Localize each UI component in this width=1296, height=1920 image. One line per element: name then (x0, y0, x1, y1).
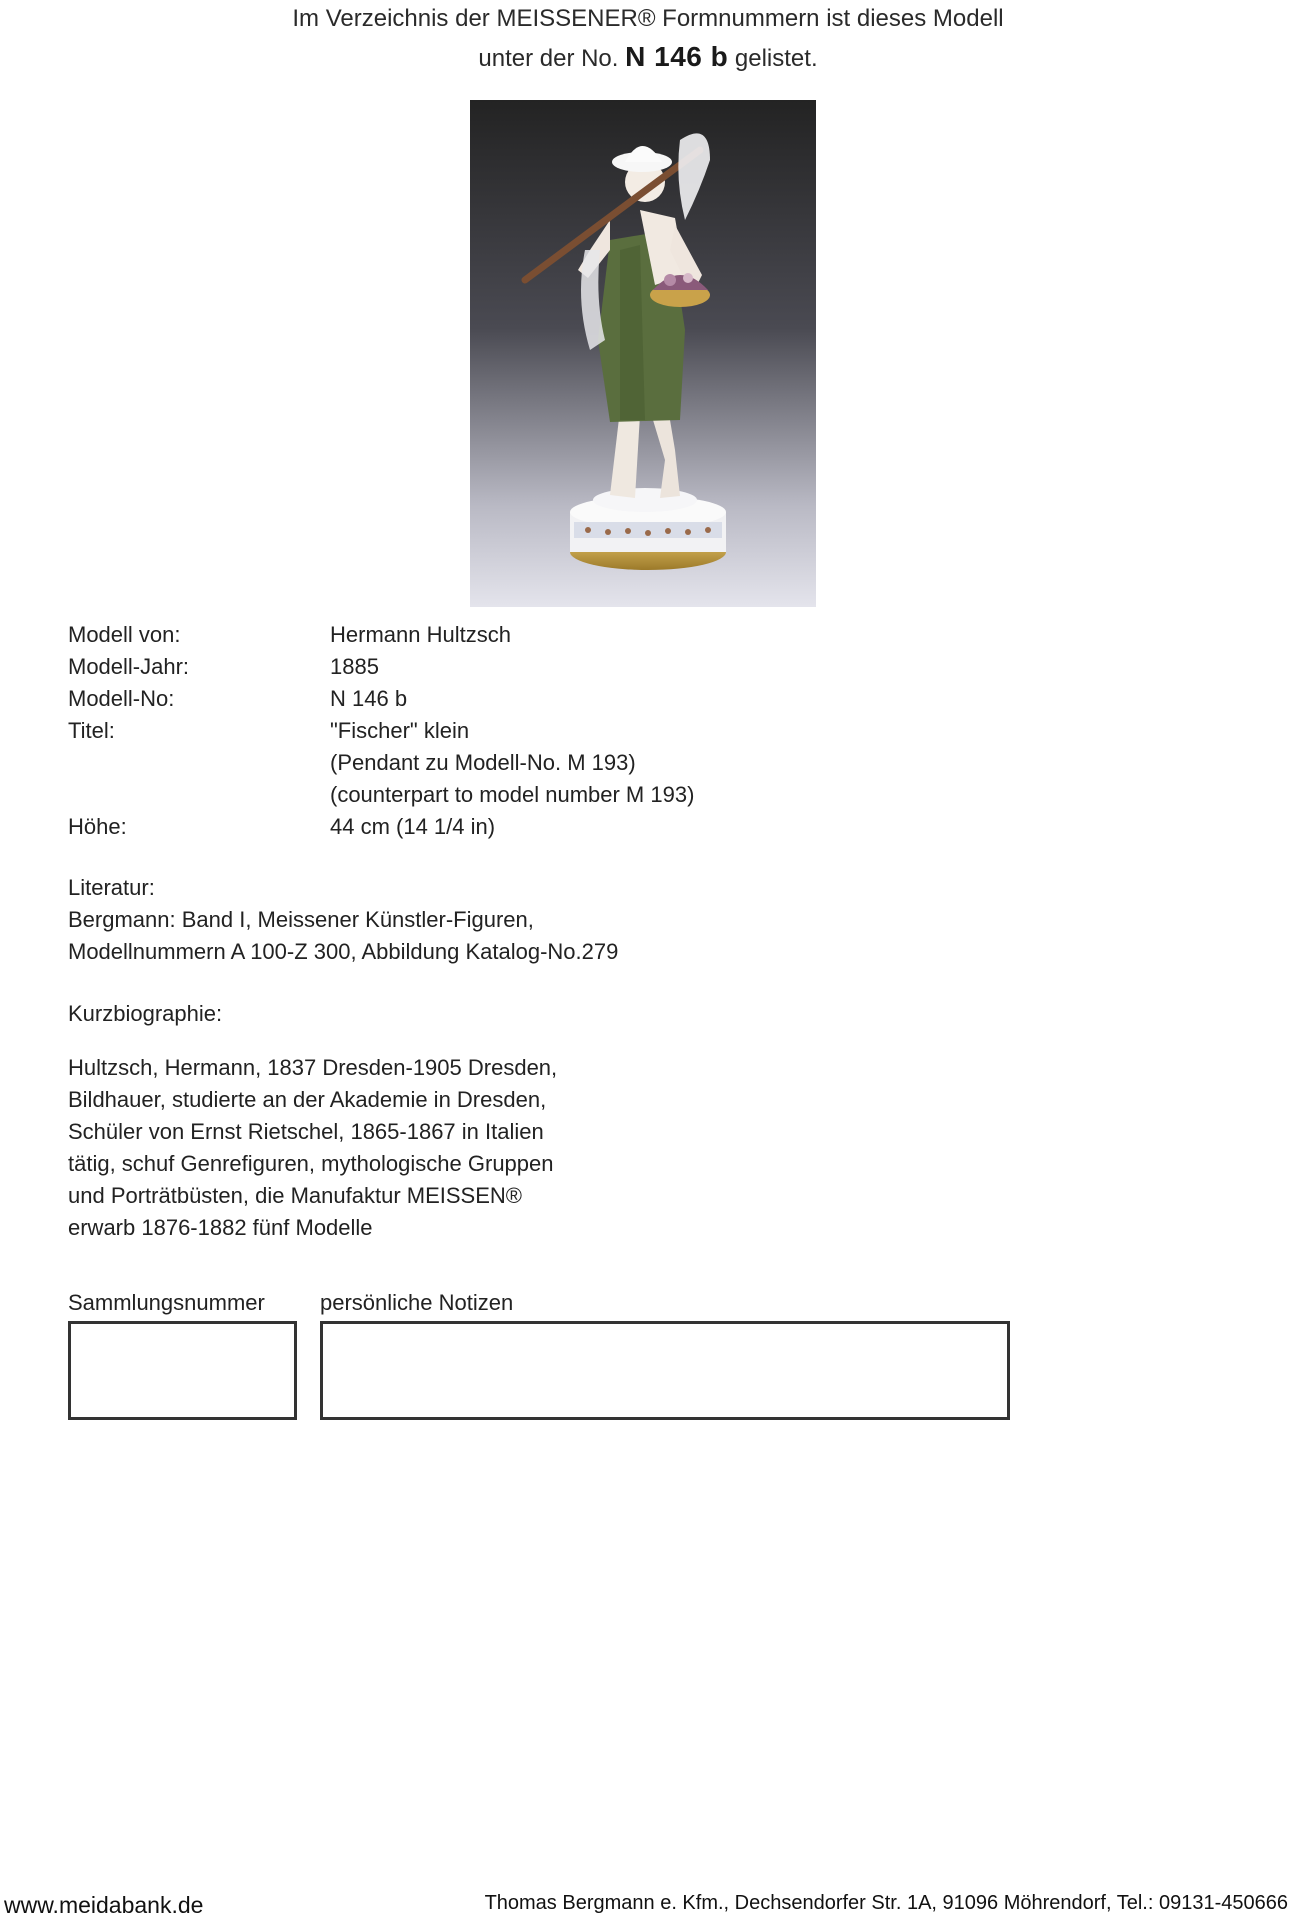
spec-label: Höhe: (68, 814, 127, 839)
header-line-2 (0, 38, 1296, 78)
spec-table (68, 619, 868, 843)
spec-row (68, 683, 868, 715)
figurine-photo (470, 100, 816, 607)
spec-row (68, 811, 868, 843)
bio-line: Bildhauer, studierte an der Akademie in Dresden, (68, 1087, 547, 1112)
sammlungsnummer-field[interactable] (68, 1321, 297, 1420)
bio-line: tätig, schuf Genrefiguren, mythologische Gruppen (68, 1151, 554, 1176)
header (0, 0, 1296, 78)
bio-line: erwarb 1876-1882 fünf Modelle (68, 1215, 373, 1240)
spec-label: Modell-No: (68, 686, 175, 711)
kurzbiographie-text (68, 1052, 557, 1244)
spec-row (68, 779, 868, 811)
figurine-illustration (470, 100, 816, 607)
spec-value: 1885 (330, 654, 379, 679)
notizen-label: persönliche Notizen (320, 1290, 514, 1315)
header-line-1: Im Verzeichnis der MEISSENER® Formnummern ist dieses Modell (292, 5, 1004, 32)
header-model-number: N 146 b (625, 41, 729, 72)
spec-row (68, 651, 868, 683)
literatur-title: Literatur: (68, 875, 155, 900)
spec-value: "Fischer" klein (330, 718, 470, 743)
footer-address: Thomas Bergmann e. Kfm., Dechsendorfer Str. 1A, 91096 Möhrendorf, Tel.: 09131-450666 (484, 1892, 1288, 1914)
spec-value: (Pendant zu Modell-No. M 193) (330, 750, 636, 775)
literatur-line: Modellnummern A 100-Z 300, Abbildung Katalog-No.279 (68, 939, 619, 964)
spec-row (68, 747, 868, 779)
kurzbiographie-title: Kurzbiographie: (68, 1001, 223, 1026)
spec-row (68, 715, 868, 747)
spec-label: Modell von: (68, 622, 181, 647)
spec-row (68, 619, 868, 651)
spec-value: (counterpart to model number M 193) (330, 782, 695, 807)
spec-value: Hermann Hultzsch (330, 622, 511, 647)
spec-label (68, 779, 330, 811)
header-prefix: unter der No. (478, 45, 619, 72)
spec-label (68, 747, 330, 779)
spec-value: 44 cm (14 1/4 in) (330, 814, 496, 839)
literatur-line: Bergmann: Band I, Meissener Künstler-Figuren, (68, 907, 534, 932)
bio-line: und Porträtbüsten, die Manufaktur MEISSEN® (68, 1183, 522, 1208)
sammlungsnummer-label: Sammlungsnummer (68, 1290, 265, 1315)
literatur-section (68, 872, 618, 968)
spec-value: N 146 b (330, 686, 408, 711)
bio-line: Schüler von Ernst Rietschel, 1865-1867 in Italien (68, 1119, 544, 1144)
bio-line: Hultzsch, Hermann, 1837 Dresden-1905 Dresden, (68, 1055, 558, 1080)
footer-website[interactable]: www.meidabank.de (4, 1892, 204, 1918)
spec-label: Titel: (68, 718, 115, 743)
notizen-field[interactable] (320, 1321, 1010, 1420)
spec-label: Modell-Jahr: (68, 654, 190, 679)
header-suffix: gelistet. (734, 45, 818, 72)
